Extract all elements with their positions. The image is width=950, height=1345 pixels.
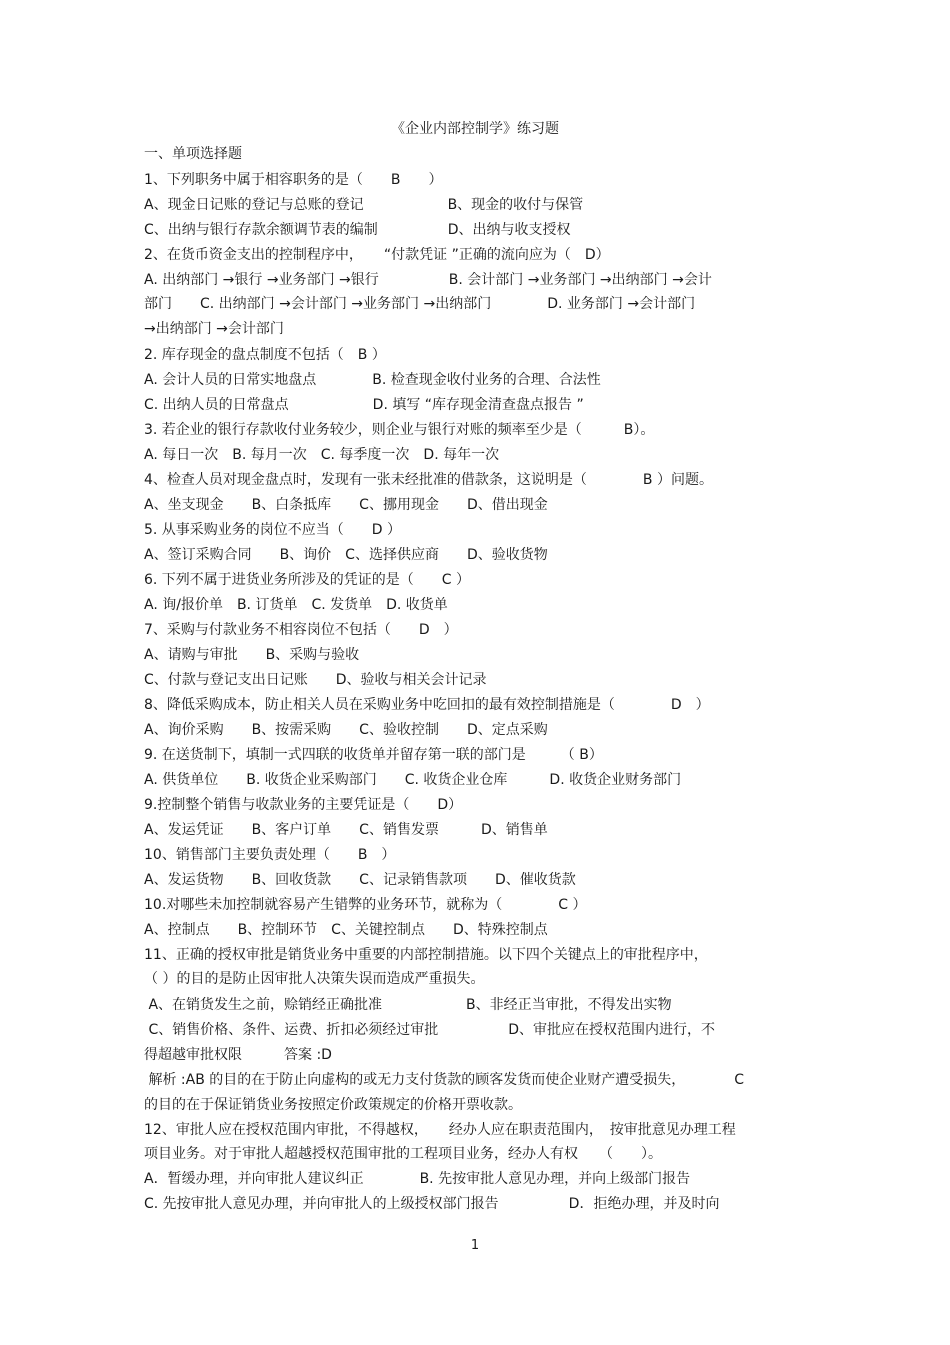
- text-line: A、发运货物 B、回收货款 C、记录销售款项 D、催收货款: [144, 872, 576, 888]
- text-line: A．暂缓办理，并向审批人建议纠正 B. 先按审批人意见办理，并向上级部门报告: [144, 1171, 691, 1187]
- text-line: 部门 C. 出纳部门 →会计部门 →业务部门 →出纳部门 D. 业务部门 →会计部门: [144, 296, 696, 312]
- text-line: A、坐支现金 B、白条抵库 C、挪用现金 D、借出现金: [144, 497, 548, 513]
- text-line: 10、销售部门主要负责处理（ B ）: [144, 847, 396, 863]
- text-line: 项目业务。对于审批人超越授权范围审批的工程项目业务，经办人有权 （ ）。: [144, 1146, 662, 1162]
- text-line: C、销售价格、条件、运费、折扣必须经过审批 D、审批应在授权范围内进行，不: [144, 1022, 716, 1038]
- text-line: C. 出纳人员的日常盘点 D. 填写 “库存现金清查盘点报告 ”: [144, 397, 584, 413]
- text-line: 11、正确的授权审批是销货业务中重要的内部控制措施。以下四个关键点上的审批程序中，: [144, 947, 708, 963]
- text-line: 12、审批人应在授权范围内审批，不得越权， 经办人应在职责范围内， 按审批意见办理工程: [144, 1122, 736, 1138]
- page-number: 1: [470, 1238, 480, 1253]
- text-line: 6. 下列不属于进货业务所涉及的凭证的是（ C ）: [144, 572, 471, 588]
- text-line: A、询价采购 B、按需采购 C、验收控制 D、定点采购: [144, 722, 548, 738]
- text-line: A. 出纳部门 →银行 →业务部门 →银行 B. 会计部门 →业务部门 →出纳部门 →会计: [144, 272, 712, 288]
- text-line: 9. 在送货制下，填制一式四联的收货单并留存第一联的部门是 （ B）: [144, 747, 603, 763]
- text-line: 2、在货币资金支出的控制程序中， “付款凭证 ”正确的流向应为（ D）: [144, 247, 610, 263]
- text-line: A、在销货发生之前，赊销经正确批准 B、非经正当审批，不得发出实物: [144, 997, 672, 1013]
- text-line: 2. 库存现金的盘点制度不包括（ B ）: [144, 347, 386, 363]
- text-line: →出纳部门 →会计部门: [144, 321, 284, 337]
- text-line: A. 询/报价单 B. 订货单 C. 发货单 D. 收货单: [144, 597, 448, 613]
- text-line: A. 会计人员的日常实地盘点 B. 检查现金收付业务的合理、合法性: [144, 372, 601, 388]
- text-line: A、控制点 B、控制环节 C、关键控制点 D、特殊控制点: [144, 922, 548, 938]
- text-line: 得超越审批权限 答案 :D: [144, 1047, 332, 1063]
- text-line: A、签订采购合同 B、询价 C、选择供应商 D、验收货物: [144, 547, 548, 563]
- text-line: A. 每日一次 B. 每月一次 C. 每季度一次 D. 每年一次: [144, 447, 500, 463]
- text-line: 3. 若企业的银行存款收付业务较少，则企业与银行对账的频率至少是（ B）。: [144, 422, 655, 438]
- text-line: 的目的在于保证销货业务按照定价政策规定的价格开票收款。: [144, 1097, 522, 1113]
- text-line: 1、下列职务中属于相容职务的是（ B ）: [144, 172, 443, 188]
- text-line: 8、降低采购成本，防止相关人员在采购业务中吃回扣的最有效控制措施是（ D ）: [144, 697, 710, 713]
- text-line: A. 供货单位 B. 收货企业采购部门 C. 收货企业仓库 D. 收货企业财务部门: [144, 772, 682, 788]
- text-line: 10.对哪些未加控制就容易产生错弊的业务环节，就称为（ C ）: [144, 897, 587, 913]
- text-line: 5. 从事采购业务的岗位不应当（ D ）: [144, 522, 402, 538]
- text-line: 解析 :AB 的目的在于防止向虚构的或无力支付货款的顾客发货而使企业财产遭受损失， C: [144, 1072, 745, 1088]
- section-heading: 一、单项选择题: [144, 146, 242, 162]
- text-line: A、现金日记账的登记与总账的登记 B、现金的收付与保管: [144, 197, 584, 213]
- text-line: 7、采购与付款业务不相容岗位不包括（ D ）: [144, 622, 458, 638]
- text-line: C、付款与登记支出日记账 D、验收与相关会计记录: [144, 672, 487, 688]
- text-line: A、发运凭证 B、客户订单 C、销售发票 D、销售单: [144, 822, 548, 838]
- text-line: 4、检查人员对现金盘点时，发现有一张未经批准的借款条，这说明是（ B ）问题。: [144, 472, 713, 488]
- text-line: 9.控制整个销售与收款业务的主要凭证是（ D）: [144, 797, 463, 813]
- text-line: （ ）的目的是防止因审批人决策失误而造成严重损失。: [144, 971, 485, 987]
- text-line: C. 先按审批人意见办理，并向审批人的上级授权部门报告 D．拒绝办理，并及时向: [144, 1196, 720, 1212]
- text-line: C、出纳与银行存款余额调节表的编制 D、出纳与收支授权: [144, 222, 571, 238]
- text-line: A、请购与审批 B、采购与验收: [144, 647, 360, 663]
- document-title: 《企业内部控制学》练习题: [391, 121, 559, 137]
